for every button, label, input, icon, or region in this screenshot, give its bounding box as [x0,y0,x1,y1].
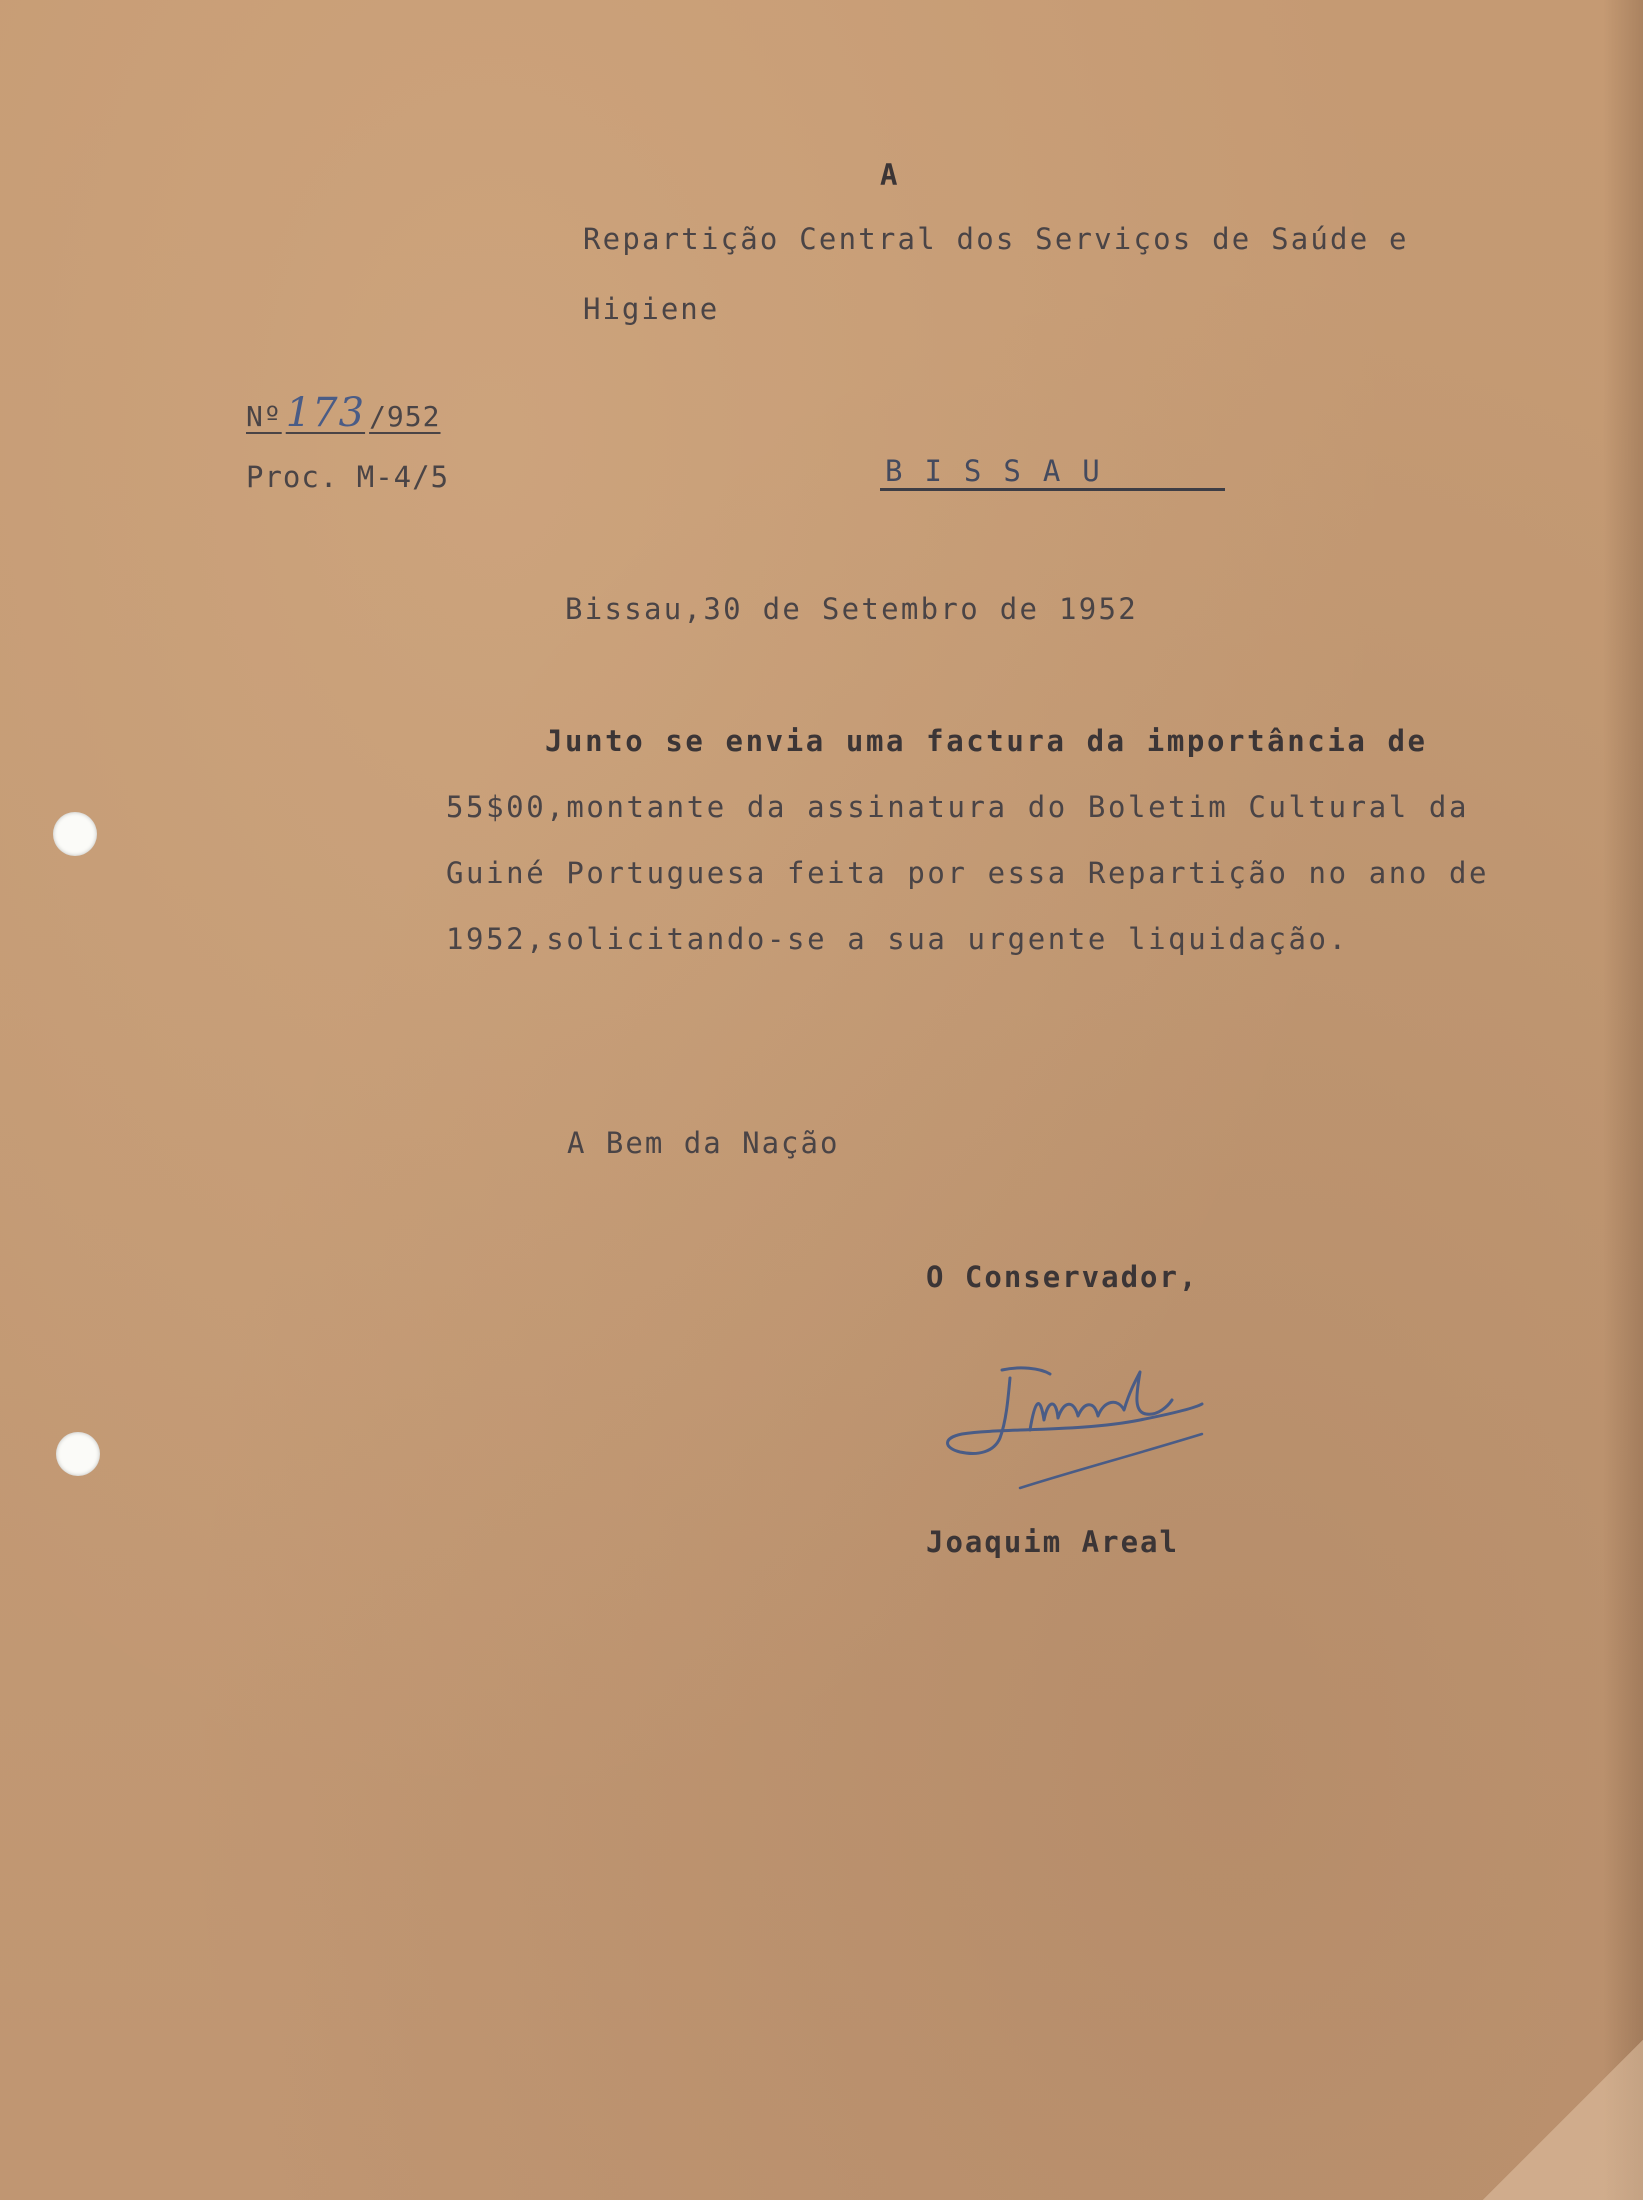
page-edge-shadow [1603,0,1643,2200]
signer-name: Joaquim Areal [926,1525,1179,1559]
letter-date: Bissau,30 de Setembro de 1952 [565,592,1139,626]
reference-year: /952 [369,400,441,433]
destination-underline [880,488,1225,491]
reference-prefix: Nº [246,400,282,433]
body-line: Guiné Portuguesa feita por essa Repartição no ano de [446,856,1490,890]
addressee-line-2: Higiene [583,292,720,326]
addressee-prefix: A [880,158,899,192]
punch-hole-bottom [56,1432,100,1476]
reference-handwritten-number: 173 [285,390,366,436]
punch-hole-top [53,812,97,856]
signer-role: O Conservador, [926,1260,1199,1294]
body-line: 55$00,montante da assinatura do Boletim Cultural da [446,790,1470,824]
body-line: 1952,solicitando-se a sua urgente liquidação. [446,922,1349,956]
process-number: Proc. M-4/5 [246,460,450,494]
reference-number [246,390,441,436]
handwritten-signature [940,1360,1220,1500]
destination-city: BISSAU [885,454,1122,488]
addressee-line-1: Repartição Central dos Serviços de Saúde e [583,222,1409,256]
closing-salutation: A Bem da Nação [567,1126,840,1160]
body-line: Junto se envia uma factura da importância de [545,724,1428,758]
folded-corner [1483,2040,1643,2200]
